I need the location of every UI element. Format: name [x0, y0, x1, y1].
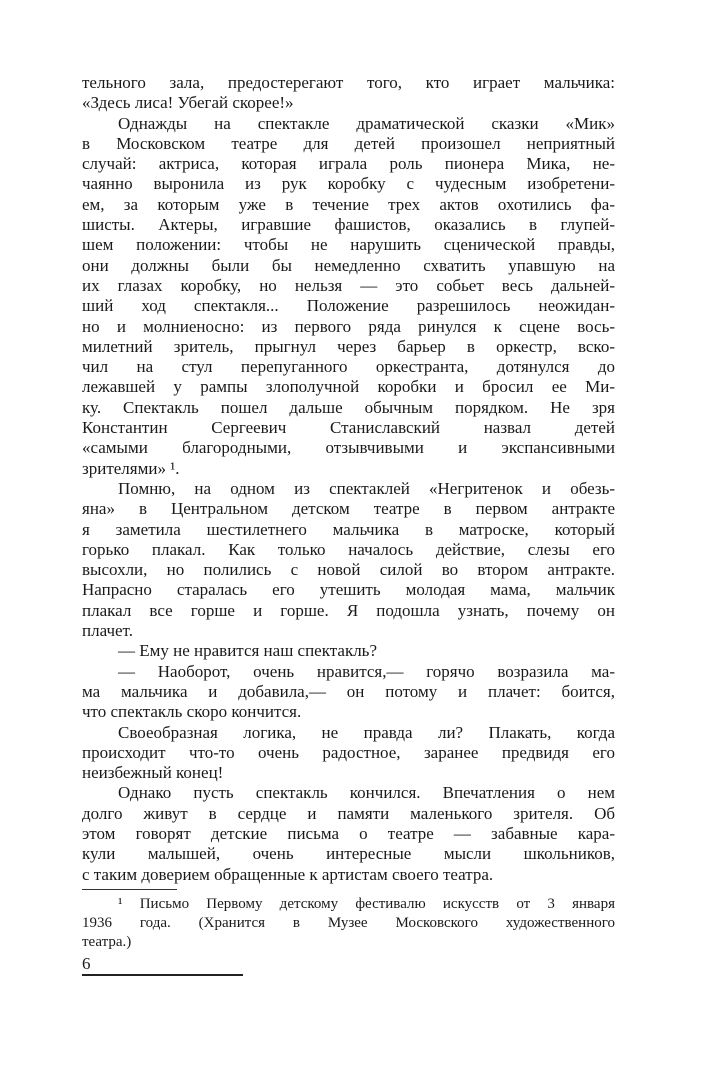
- text-line: с таким доверием обращенные к артистам своего театра.: [82, 864, 494, 884]
- text-line: в Московском театре для детей произошел неприятный: [82, 133, 615, 153]
- text-line: — Наоборот, очень нравится,— горячо возразила ма-: [118, 661, 615, 681]
- text-line: — Ему не нравится наш спектакль?: [118, 641, 377, 661]
- text-line: Однажды на спектакле драматической сказки «Мик»: [118, 113, 615, 133]
- text-line: я заметила шестилетнего мальчика в матроске, который: [82, 519, 615, 539]
- text-line: Напрасно старалась его утешить молодая мама, мальчик: [82, 580, 615, 600]
- text-line: ма мальчика и добавила,— он потому и плачет: боится,: [82, 681, 615, 701]
- text-line: этом говорят детские письма о театре — забавные кара-: [82, 823, 615, 843]
- text-line: чил на стул перепуганного оркестранта, дотянулся до: [82, 357, 615, 377]
- text-line: долго живут в сердце и памяти маленького зрителя. Об: [82, 803, 615, 823]
- text-line: милетний зритель, прыгнул через барьер в оркестр, вско-: [82, 336, 615, 356]
- footnote-divider: [82, 889, 177, 890]
- text-line: «Здесь лиса! Убегай скорее!»: [82, 93, 294, 113]
- text-line: шем положении: чтобы не нарушить сценической правды,: [82, 235, 615, 255]
- text-line: случай: актриса, которая играла роль пионера Мика, не-: [82, 154, 615, 174]
- text-line: тельного зала, предостерегают того, кто играет мальчика:: [82, 73, 615, 92]
- text-line: высохли, но полились с новой силой во втором антракте.: [82, 560, 615, 580]
- text-line: их глазах коробку, но нельзя — это собьет весь дальней-: [82, 275, 615, 295]
- text-line: Помню, на одном из спектаклей «Негритенок и обезь-: [118, 478, 615, 498]
- footnote-line: ¹ Письмо Первому детскому фестивалю искусств от 3 января: [118, 896, 615, 912]
- text-line: но и молниеносно: из первого ряда ринулся к сцене вось-: [82, 316, 615, 336]
- text-line: происходит что-то очень радостное, заранее предвидя его: [82, 742, 615, 762]
- text-line: зрителями» ¹.: [82, 458, 180, 478]
- footnotes: [82, 895, 615, 952]
- text-line: неизбежный конец!: [82, 763, 224, 783]
- text-line: ший ход спектакля... Положение разрешилось неожидан-: [82, 296, 615, 316]
- text-line: ку. Спектакль пошел дальше обычным порядком. Не зря: [82, 397, 615, 417]
- text-line: чаянно выронила из рук коробку с чудесным изобретени-: [82, 174, 615, 194]
- footnote-line: 1936 года. (Хранится в Музее Московского художественного: [82, 915, 615, 931]
- page-number-rule: [82, 974, 243, 976]
- text-line: плачет.: [82, 621, 133, 641]
- text-line: яна» в Центральном детском театре в первом антракте: [82, 499, 615, 519]
- text-line: Однако пусть спектакль кончился. Впечатления о нем: [118, 783, 615, 803]
- text-line: что спектакль скоро кончится.: [82, 702, 302, 722]
- text-line: Константин Сергеевич Станиславский назвал детей: [82, 418, 615, 438]
- text-line: они должны были бы немедленно схватить упавшую на: [82, 255, 615, 275]
- footnote-line: театра.): [82, 934, 132, 950]
- page-number: 6: [82, 954, 91, 973]
- text-line: Своеобразная логика, не правда ли? Плакать, когда: [118, 722, 615, 742]
- text-line: кули малышей, очень интересные мысли школьников,: [82, 844, 615, 864]
- text-line: «самыми благородными, отзывчивыми и экспансивными: [82, 438, 615, 458]
- text-line: лежавшей у рампы злополучной коробки и бросил ее Ми-: [82, 377, 615, 397]
- text-line: шисты. Актеры, игравшие фашистов, оказались в глупей-: [82, 215, 615, 235]
- body-text: [82, 73, 615, 885]
- text-line: плакал все горше и горше. Я подошла узнать, почему он: [82, 600, 615, 620]
- text-line: ем, за которым уже в течение трех актов охотились фа-: [82, 194, 615, 214]
- text-line: горько плакал. Как только началось действие, слезы его: [82, 539, 615, 559]
